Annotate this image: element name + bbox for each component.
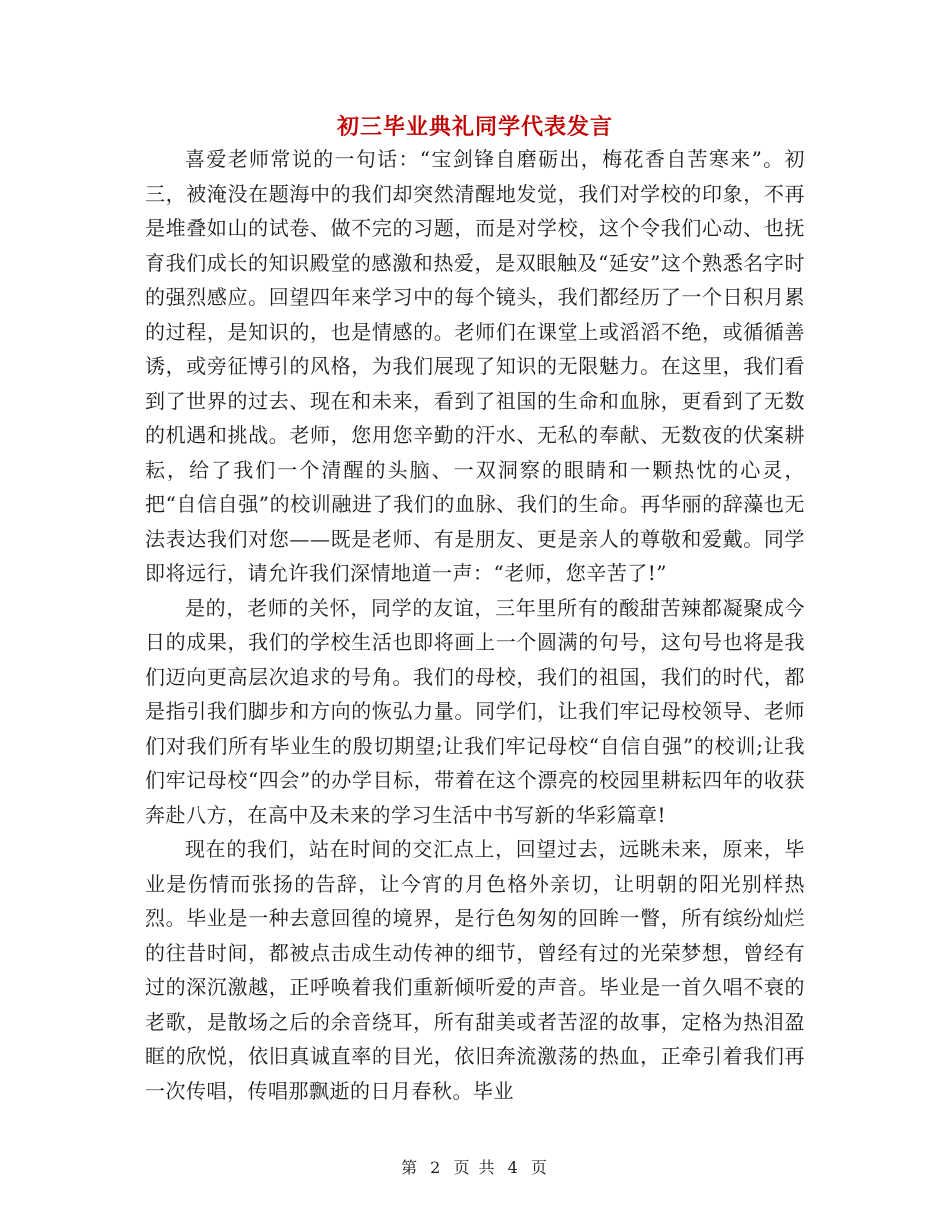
paragraph-3: 现在的我们，站在时间的交汇点上，回望过去，远眺未来，原来，毕业是伤情而张扬的告辞，让今宵的月色格外亲切，让明朝的阳光别样热烈。毕业是一种去意回徨的境界，是行色匆匆的回眸一瞥，所有缤纷灿烂的往昔时间，都被点击成生动传神的细节，曾经有过的光荣梦想，曾经有过的深沉激越，正呼唤着我们重新倾听爱的声音。毕业是一首久唱不衰的老歌，是散场之后的余音绕耳，所有甜美或者苦涩的故事，定格为热泪盈眶的欣悦，依旧真诚直率的目光，依旧奔流激荡的热血，正牵引着我们再一次传唱，传唱那飘逝的日月春秋。毕业 [145,837,805,1103]
page-footer [0,1155,950,1178]
paragraph-2: 是的，老师的关怀，同学的友谊，三年里所有的酸甜苦辣都凝聚成今日的成果，我们的学校生活也即将画上一个圆满的句号，这句号也将是我们迈向更高层次追求的号角。我们的母校，我们的祖国，我们的时代，都是指引我们脚步和方向的恢弘力量。同学们，让我们牢记母校领导、老师们对我们所有毕业生的殷切期望;让我们牢记母校“自信自强”的校训;让我们牢记母校“四会”的办学目标，带着在这个漂亮的校园里耕耘四年的收获奔赴八方，在高中及未来的学习生活中书写新的华彩篇章! [145,595,805,827]
document-title: 初三毕业典礼同学代表发言 [336,114,613,140]
footer-middle: 页 共 [453,1158,497,1177]
footer-suffix: 页 [530,1158,549,1177]
paragraph-1: 喜爱老师常说的一句话：“宝剑锋自磨砺出，梅花香自苦寒来”。初三，被淹没在题海中的我们却突然清醒地发觉，我们对学校的印象，不再是堆叠如山的试卷、做不完的习题，而是对学校，这个令我们心动、也抚育我们成长的知识殿堂的感激和热爱，是双眼触及“延安”这个熟悉名字时的强烈感应。回望四年来学习中的每个镜头，我们都经历了一个日积月累的过程，是知识的，也是情感的。老师们在课堂上或滔滔不绝，或循循善诱，或旁征博引的风格，为我们展现了知识的无限魅力。在这里，我们看到了世界的过去、现在和未来，看到了祖国的生命和血脉，更看到了无数的机遇和挑战。老师，您用您辛勤的汗水、无私的奉献、无数夜的伏案耕耘，给了我们一个清醒的头脑、一双洞察的眼睛和一颗热忱的心灵，把“自信自强”的校训融进了我们的血脉、我们的生命。再华丽的辞藻也无法表达我们对您——既是老师、有是朋友、更是亲人的尊敬和爱戴。同学即将远行，请允许我们深情地道一声：“老师，您辛苦了!” [145,147,805,585]
footer-prefix: 第 [401,1158,420,1177]
total-pages: 4 [507,1158,520,1177]
document-body [145,142,805,1108]
page-number: 2 [430,1158,443,1177]
